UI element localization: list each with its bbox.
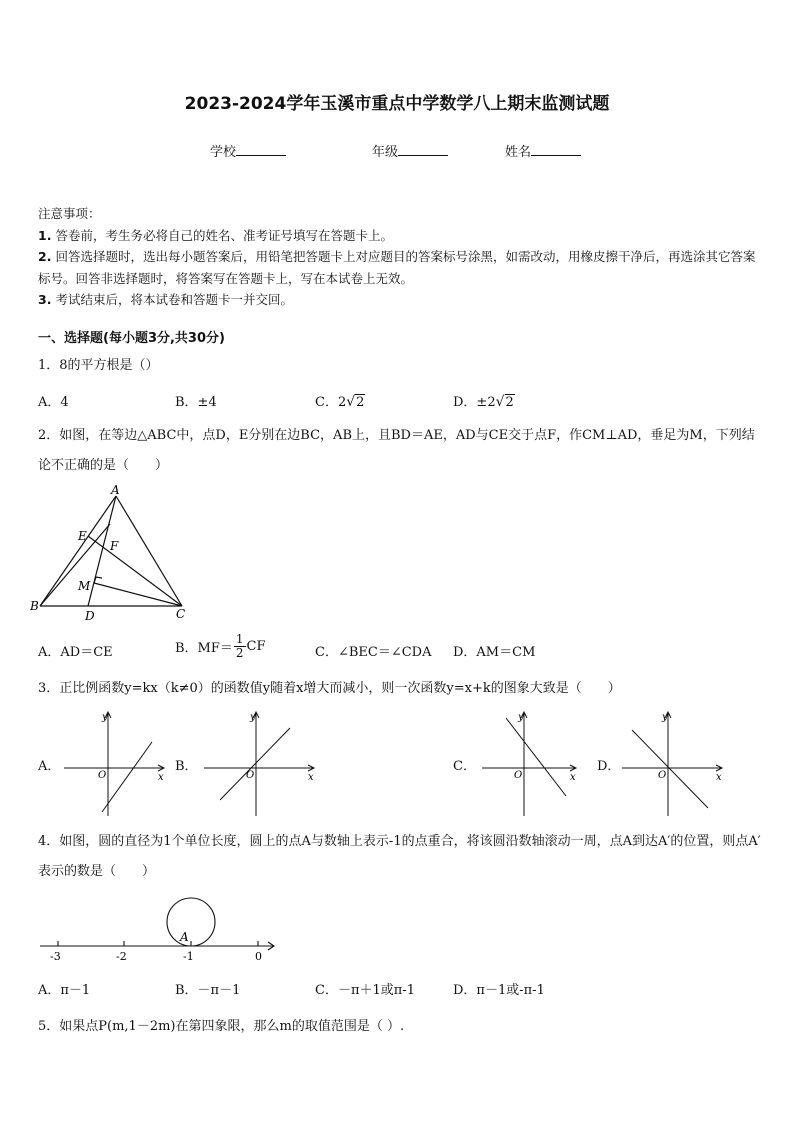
- q1-option-a: A．4: [38, 395, 69, 410]
- label-a: A: [111, 484, 120, 497]
- line-c: [506, 718, 566, 796]
- school-field: [210, 141, 286, 160]
- q3-option-d-label: D．: [597, 759, 621, 774]
- q2-option-b: B．MF＝ $\frac{1}{2}$ CF: [175, 632, 266, 660]
- svg-text:-2: -2: [116, 950, 127, 963]
- line-a: [102, 742, 152, 812]
- q3-graph-d: [618, 708, 730, 820]
- label-m: M: [78, 579, 91, 593]
- q4-number-line-figure: [36, 890, 284, 966]
- svg-text:-1: -1: [183, 950, 194, 963]
- q1-option-c: C．2√2: [315, 394, 365, 410]
- right-angle-mark: [94, 577, 102, 583]
- school-label: 学校: [210, 145, 237, 160]
- svg-text:0: 0: [255, 950, 262, 963]
- point-a-label: A: [180, 930, 189, 944]
- q2-option-a: A．AD＝CE: [38, 645, 113, 660]
- q1-option-d: D．±2√2: [453, 394, 514, 410]
- svg-text:-3: -3: [50, 950, 61, 963]
- q1-stem: 1．8的平方根是（）: [38, 358, 159, 373]
- svg-text:x: x: [158, 772, 164, 783]
- notes: [38, 203, 758, 311]
- segment-ce: [88, 536, 182, 606]
- note-item: 2. 回答选择题时，选出每小题答案后，用铅笔把答题卡上对应题目的答案标号涂黑，如需改动，用橡皮擦干净后，再选涂其它答案标号。回答非选择题时，将答案写在答题卡上，写在本试卷上无效。: [38, 249, 756, 286]
- q4-option-a: A．π－1: [38, 983, 91, 998]
- note-item: 1. 答卷前，考生务必将自己的姓名、准考证号填写在答题卡上。: [38, 227, 393, 243]
- name-blank: [531, 143, 581, 156]
- q2-option-d: D．AM＝CM: [453, 645, 536, 660]
- svg-text:O: O: [514, 770, 523, 781]
- svg-text:y: y: [518, 712, 524, 723]
- side-ac: [116, 496, 182, 606]
- segment-bf: [40, 524, 110, 606]
- label-b: B: [30, 599, 39, 613]
- svg-text:y: y: [102, 712, 108, 723]
- label-f: F: [110, 539, 119, 553]
- rolling-circle: [167, 898, 215, 946]
- svg-text:O: O: [658, 770, 667, 781]
- svg-text:y: y: [250, 712, 256, 723]
- label-d: D: [85, 609, 95, 623]
- svg-text:x: x: [570, 772, 576, 783]
- q3-option-b-label: B．: [175, 759, 198, 774]
- q3-graph-a: [60, 708, 172, 820]
- section-heading: 一、选择题(每小题3分,共30分): [38, 331, 225, 346]
- note-item: 3. 考试结束后，将本试卷和答题卡一并交回。: [38, 292, 293, 307]
- q5-stem: 5．如果点P(m,1－2m)在第四象限，那么m的取值范围是（ ）.: [38, 1019, 405, 1034]
- q3-option-c-label: C．: [453, 759, 476, 774]
- q2-option-c: C．∠BEC＝∠CDA: [315, 645, 432, 660]
- grade-label: 年级: [372, 145, 399, 160]
- svg-text:x: x: [716, 772, 722, 783]
- name-field: [505, 141, 581, 160]
- svg-text:O: O: [246, 770, 255, 781]
- name-label: 姓名: [505, 145, 532, 160]
- q3-graph-c: [478, 708, 582, 820]
- q3-graph-b: [200, 708, 320, 820]
- q3-option-a-label: A．: [38, 759, 61, 774]
- svg-text:O: O: [98, 770, 107, 781]
- line-d: [632, 730, 708, 808]
- q4-option-d: D．π－1或-π-1: [453, 983, 545, 998]
- notes-heading: 注意事项：: [38, 206, 101, 221]
- q2-triangle-figure: [30, 484, 200, 624]
- segment-cm: [94, 583, 182, 606]
- q2-stem: 2．如图，在等边△ABC中，点D，E分别在边BC，AB上，且BD＝AE，AD与CE交于点F，作CM⊥AD，垂足为M，下列结论不正确的是（ ）: [38, 428, 755, 473]
- grade-field: [372, 141, 448, 160]
- q3-stem: 3．正比例函数y=kx（k≠0）的函数值y随着x增大而减小，则一次函数y=x+k的图象大致是（ ）: [38, 681, 621, 696]
- q4-option-c: C．－π＋1或π-1: [315, 983, 415, 998]
- q4-stem: 4．如图，圆的直径为1个单位长度，圆上的点A与数轴上表示-1的点重合，将该圆沿数轴滚动一周，点A到达A′的位置，则点A′表示的数是（ ）: [38, 834, 761, 879]
- svg-text:x: x: [308, 772, 314, 783]
- q1-option-b: B．±4: [175, 395, 217, 410]
- page-title: 2023-2024学年玉溪市重点中学数学八上期末监测试题: [184, 94, 610, 114]
- label-e: E: [78, 529, 87, 543]
- school-blank: [236, 143, 286, 156]
- label-c: C: [176, 607, 186, 621]
- svg-text:y: y: [662, 712, 668, 723]
- grade-blank: [398, 143, 448, 156]
- line-b: [220, 728, 290, 800]
- q4-option-b: B．－π－1: [175, 983, 241, 998]
